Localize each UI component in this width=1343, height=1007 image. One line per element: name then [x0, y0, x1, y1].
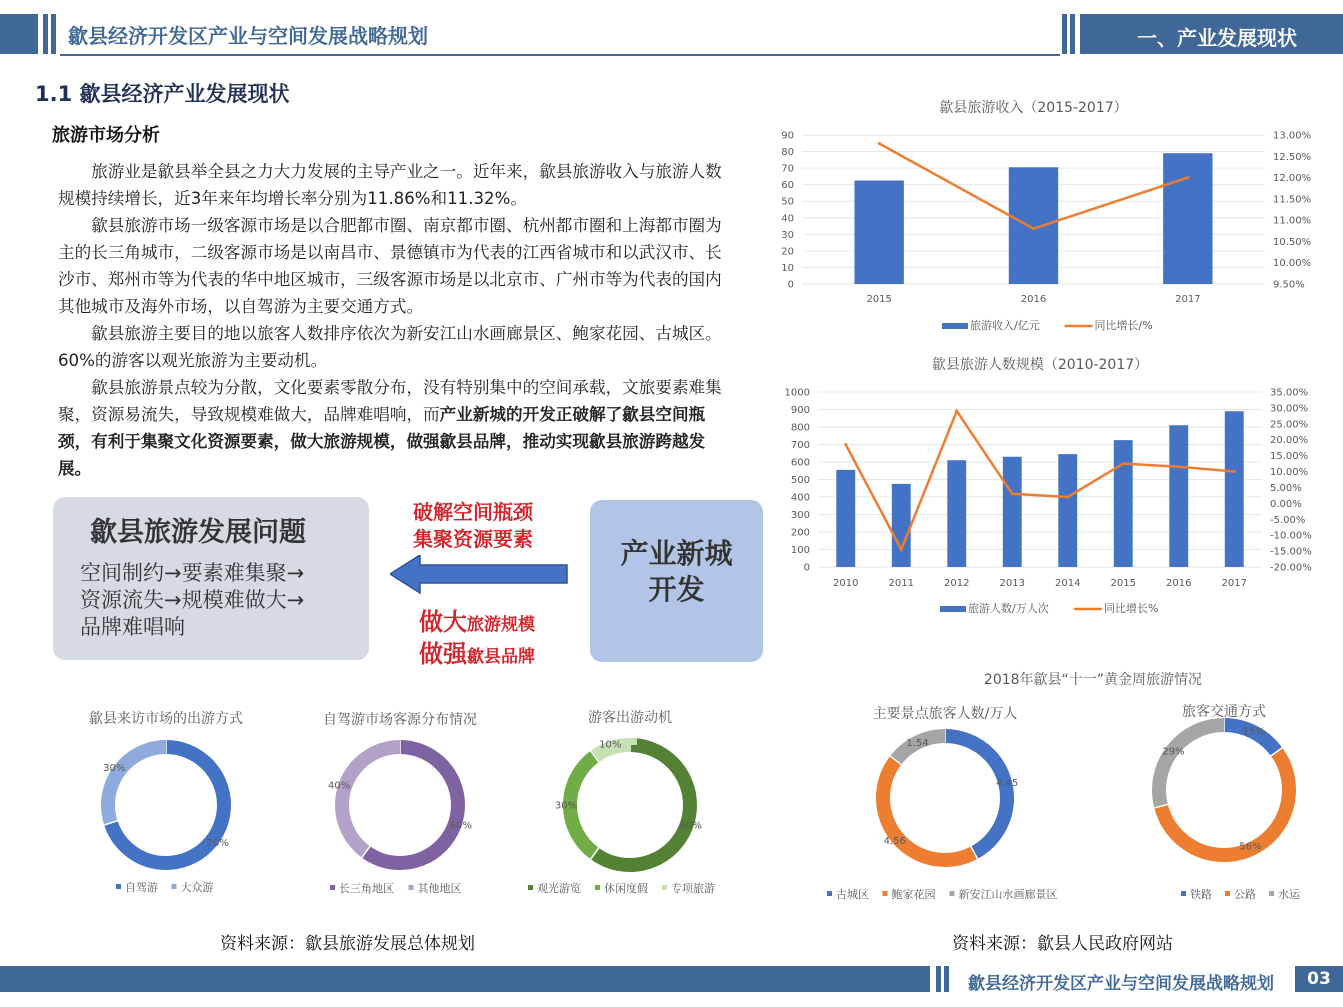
bar: [892, 484, 911, 567]
line-point: [1186, 176, 1189, 179]
y-tick-label-right: 5.00%: [1270, 482, 1302, 494]
legend-swatch: [595, 885, 600, 890]
legend-label: 水运: [1278, 888, 1300, 901]
y-tick-label-left: 40: [781, 213, 794, 225]
new-city-line: 产业新城: [620, 537, 733, 570]
legend-swatch: [172, 884, 177, 889]
legend-swatch: [116, 884, 121, 889]
legend-swatch: [1181, 891, 1186, 896]
y-tick-label-right: 35.00%: [1270, 387, 1309, 399]
legend-swatch: [950, 891, 955, 896]
y-tick-label-right: 9.50%: [1273, 279, 1305, 291]
subtitle: 旅游市场分析: [52, 125, 160, 146]
data-label: 10%: [599, 739, 622, 751]
paragraph-4-normal: 歙县旅游景点较为分散，文化要素零散分布，没有特别集中的空间承载，文旅要素难集聚，资源易流失，导致规模难做大，品牌难唱响，而: [58, 378, 722, 424]
legend-label: 鲍家花园: [891, 888, 936, 901]
legend-swatch: [942, 323, 968, 329]
header-title: 歙县经济开发区产业与空间发展战略规划: [68, 24, 428, 48]
y-tick-label-left: 20: [781, 246, 794, 258]
data-label: 70%: [206, 838, 229, 850]
data-label: 4.56: [883, 836, 906, 848]
legend-label: 自驾游: [125, 881, 158, 894]
bar: [1163, 153, 1212, 284]
y-tick-label-right: 13.00%: [1273, 130, 1312, 142]
line-point: [1066, 496, 1069, 499]
bar: [1009, 167, 1058, 284]
problem-title: 歙县旅游发展问题: [90, 517, 306, 548]
line-point: [1177, 465, 1180, 468]
source-left: 资料来源：歙县旅游发展总体规划: [220, 934, 475, 954]
y-tick-label-right: -20.00%: [1270, 562, 1312, 574]
legend-swatch: [1225, 891, 1230, 896]
footer-title: 歙县经济开发区产业与空间发展战略规划: [968, 974, 1274, 994]
line-point: [1233, 470, 1236, 473]
legend-label: 新安江山水画廊景区: [958, 888, 1058, 901]
x-tick-label: 2017: [1221, 578, 1247, 589]
legend-swatch: [330, 885, 335, 890]
y-tick-label-right: 0.00%: [1270, 498, 1302, 510]
legend-label: 观光游览: [537, 882, 581, 895]
y-tick-label-left: 700: [790, 440, 810, 451]
y-tick-label-left: 600: [790, 457, 810, 469]
y-tick-label-right: 12.00%: [1273, 173, 1312, 185]
line-point: [1032, 227, 1035, 230]
legend-label: 其他地区: [417, 882, 462, 895]
y-tick-label-left: 400: [790, 492, 810, 504]
bar: [836, 470, 855, 567]
problem-line: 空间制约→要素难集聚→: [80, 561, 305, 585]
y-tick-label-right: -15.00%: [1270, 546, 1312, 558]
bar: [854, 181, 903, 284]
emphasis-big: 做强: [419, 640, 467, 668]
x-tick-label: 2015: [1110, 578, 1136, 589]
chart-title: 旅客交通方式: [1182, 704, 1266, 720]
y-tick-label-left: 200: [790, 527, 810, 539]
footer-bar: [0, 966, 930, 992]
emphasis-small: 旅游规模: [467, 615, 535, 635]
legend-label: 长三角地区: [339, 882, 394, 895]
line-point: [1122, 462, 1125, 465]
y-tick-label-left: 30: [781, 229, 794, 241]
y-tick-label-left: 1000: [784, 387, 810, 399]
x-tick-label: 2010: [833, 578, 859, 589]
legend-label: 大众游: [180, 881, 214, 894]
y-tick-label-right: 12.50%: [1273, 151, 1312, 163]
x-tick-label: 2014: [1055, 578, 1081, 589]
y-tick-label-left: 90: [781, 130, 794, 142]
chart-title: 歙县旅游收入（2015-2017）: [939, 100, 1128, 116]
line-point: [878, 142, 881, 145]
legend-swatch: [1269, 891, 1274, 896]
x-tick-label: 2016: [1020, 294, 1047, 305]
bar: [1169, 425, 1188, 567]
y-tick-label-right: -10.00%: [1270, 530, 1312, 542]
legend-swatch: [883, 891, 888, 896]
legend-swatch: [409, 885, 414, 890]
chart-title: 歙县来访市场的出游方式: [89, 711, 243, 727]
y-tick-label-right: 10.00%: [1273, 258, 1312, 270]
y-tick-label-left: 70: [781, 163, 794, 175]
chart-title: 主要景点旅客人数/万人: [872, 706, 1018, 722]
legend-label: 同比增长%: [1104, 602, 1159, 615]
y-tick-label-right: -5.00%: [1270, 514, 1306, 526]
line-point: [1011, 492, 1014, 495]
data-label: 40%: [328, 780, 351, 792]
legend-label: 古城区: [836, 888, 869, 901]
y-tick-label-right: 11.50%: [1273, 194, 1312, 206]
y-tick-label-left: 50: [781, 196, 794, 208]
y-tick-label-left: 900: [790, 405, 810, 416]
section-title: 1.1 歙县经济产业发展现状: [35, 82, 290, 106]
bar: [1058, 454, 1077, 567]
source-right: 资料来源：歙县人民政府网站: [952, 934, 1173, 954]
legend-swatch: [940, 606, 966, 612]
legend-label: 旅游人数/万人次: [968, 602, 1049, 615]
legend-label: 同比增长/%: [1094, 319, 1153, 332]
bar: [1114, 440, 1133, 567]
new-city-line: 开发: [648, 573, 705, 606]
arrow-text-line-1: 破解空间瓶颈: [413, 500, 533, 524]
paragraph-3: 歙县旅游主要目的地以旅客人数排序依次为新安江山水画廊景区、鲍家花园、古城区。60%的游客以观光旅游为主要动机。: [58, 324, 722, 370]
data-label: 29%: [1162, 746, 1185, 758]
problem-line: 品牌难唱响: [80, 615, 185, 639]
chart-title: 自驾游市场客源分布情况: [323, 712, 477, 728]
chart-title: 歙县旅游人数规模（2010-2017）: [931, 357, 1149, 373]
y-tick-label-left: 500: [790, 475, 810, 486]
data-label: 15%: [1242, 726, 1266, 738]
x-tick-label: 2017: [1175, 294, 1201, 305]
y-tick-label-left: 60: [781, 180, 794, 192]
x-tick-label: 2016: [1166, 578, 1192, 589]
data-label: 60%: [449, 820, 472, 832]
x-tick-label: 2011: [888, 578, 914, 589]
legend-label: 专项旅游: [671, 882, 715, 895]
line-point: [844, 443, 847, 446]
y-tick-label-left: 0: [787, 279, 794, 291]
paragraph-4-bold: 产业新城的开发正破解了歙县空间瓶颈，有利于集聚文化资源要素，做大旅游规模，做强歙县品牌，推动实现歙县旅游跨越发展。: [58, 405, 706, 478]
header-section-label: 一、产业发展现状: [1137, 26, 1297, 50]
data-label: 30%: [554, 800, 578, 812]
y-tick-label-left: 80: [781, 147, 794, 159]
data-label: 60%: [679, 820, 702, 832]
paragraph-2: 歙县旅游市场一级客源市场是以合肥都市圈、南京都市圈、杭州都市圈和上海都市圈为主的长三角城市，二级客源市场是以南昌市、景德镇市为代表的江西省城市和以武汉市、长沙市、郑州市等为代表的华中地区城市，三级客源市场是以北京市、广州市等为代表的国内其他城市及海外市场，以自驾游为主要交通方式。: [58, 216, 722, 316]
bar: [1003, 457, 1022, 567]
bar: [947, 460, 966, 567]
legend-swatch: [827, 891, 832, 896]
footer-stripe: [936, 966, 941, 992]
chart-title: 游客出游动机: [588, 710, 672, 726]
bar: [1225, 411, 1244, 567]
paragraph-1: 旅游业是歙县举全县之力大力发展的主导产业之一。近年来，歙县旅游收入与旅游人数规模持续增长，近3年来年均增长率分别为11.86%和11.32%。: [58, 162, 722, 208]
y-tick-label-right: 25.00%: [1270, 419, 1309, 431]
legend-label: 公路: [1234, 888, 1256, 901]
y-tick-label-left: 800: [790, 422, 810, 434]
y-tick-label-right: 20.00%: [1270, 435, 1309, 447]
line-point: [955, 410, 958, 413]
golden-week-title: 2018年歙县“十一”黄金周旅游情况: [983, 672, 1203, 688]
legend-label: 休闲度假: [604, 882, 648, 895]
footer-stripe: [944, 966, 949, 992]
x-tick-label: 2012: [944, 578, 970, 589]
legend-label: 旅游收入/亿元: [970, 319, 1040, 332]
line-point: [900, 548, 903, 551]
arrow-text-line-2: 集聚资源要素: [413, 527, 533, 551]
x-tick-label: 2015: [866, 294, 892, 305]
legend-label: 铁路: [1190, 888, 1212, 901]
y-tick-label-left: 300: [790, 510, 810, 521]
y-tick-label-right: 11.00%: [1273, 215, 1312, 227]
problem-line: 资源流失→规模难做大→: [80, 588, 305, 612]
data-label: 30%: [103, 762, 126, 774]
page-number: 03: [1295, 966, 1343, 992]
y-tick-label-left: 100: [790, 545, 810, 556]
y-tick-label-left: 10: [781, 262, 794, 274]
data-label: 56%: [1239, 841, 1262, 853]
y-tick-label-right: 30.00%: [1270, 403, 1309, 415]
legend-swatch: [528, 885, 533, 890]
emphasis-small: 歙县品牌: [467, 647, 535, 667]
y-tick-label-right: 15.00%: [1270, 451, 1309, 463]
x-tick-label: 2013: [999, 578, 1025, 589]
data-label: 4.45: [995, 777, 1019, 789]
legend-swatch: [662, 885, 667, 890]
data-label: 1.54: [906, 737, 929, 749]
emphasis-big: 做大: [419, 608, 467, 636]
y-tick-label-right: 10.50%: [1273, 236, 1312, 248]
y-tick-label-right: 10.00%: [1270, 467, 1309, 479]
y-tick-label-left: 0: [803, 562, 810, 574]
